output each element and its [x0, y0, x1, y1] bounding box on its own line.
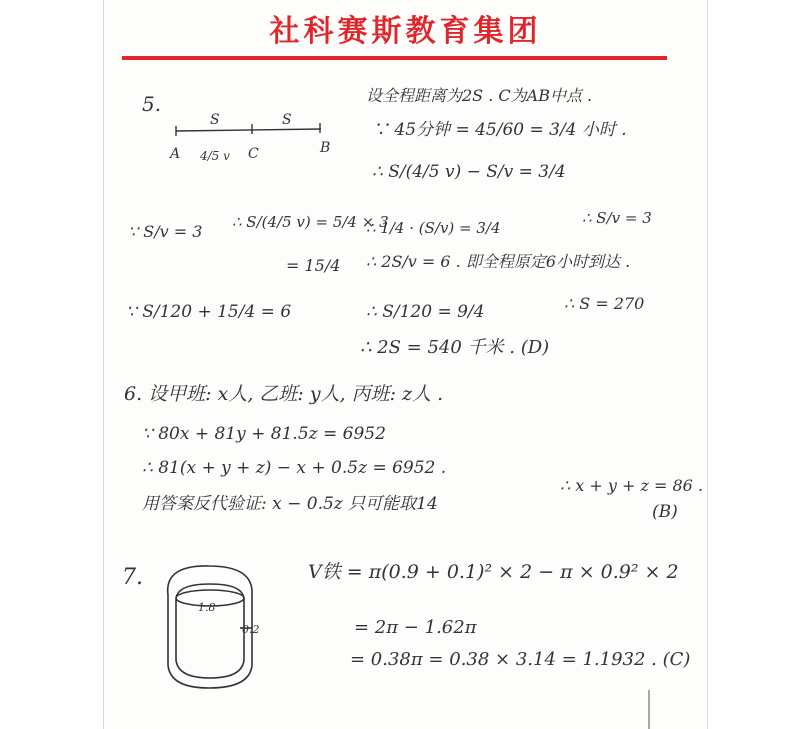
- q5-seg-s2: S: [282, 112, 292, 128]
- q5-line-5b: ∴ 2S/v = 6 . 即全程原定6小时到达 .: [366, 252, 631, 271]
- q5-line-2: ∵ 45分钟 = 45/60 = 3/4 小时 .: [372, 120, 627, 140]
- q7-dim-thickness: 0.2: [242, 623, 260, 636]
- q6-answer: (B): [652, 502, 678, 522]
- scanned-page: [103, 0, 708, 729]
- page-header-title: 社科赛斯教育集团: [269, 14, 542, 49]
- q5-point-c: C: [248, 146, 259, 162]
- q5-line-6a: ∵ S/120 + 15/4 = 6: [126, 302, 292, 322]
- q7-number: 7.: [122, 565, 143, 590]
- q6-line-4: 用答案反代验证: x − 0.5z 只可能取14: [142, 494, 438, 514]
- q5-speed-label: 4/5 v: [200, 149, 230, 163]
- q7-line-2: = 2π − 1.62π: [354, 617, 477, 638]
- q5-line-6c: ∴ S = 270: [564, 294, 645, 313]
- q5-point-a: A: [170, 146, 181, 162]
- q5-number: 5.: [142, 92, 162, 116]
- q6-line-4b: ∴ x + y + z = 86 .: [560, 476, 704, 495]
- q5-seg-s1: S: [210, 112, 220, 128]
- q5-line-7: ∴ 2S = 540 千米 . (D): [360, 337, 550, 358]
- q5-line-1: 设全程距离为2S . C为AB中点 .: [366, 86, 593, 105]
- q5-line-4c: ∴ 1/4 · (S/v) = 3/4: [366, 219, 501, 237]
- q5-line-4a: ∵ S/v = 3: [128, 222, 203, 241]
- q5-line-4d: ∴ S/v = 3: [582, 209, 652, 227]
- q5-line-3: ∴ S/(4/5 v) − S/v = 3/4: [372, 162, 566, 182]
- q7-line-1: V铁 = π(0.9 + 0.1)² × 2 − π × 0.9² × 2: [308, 561, 679, 583]
- q6-line-2: ∵ 80x + 81y + 81.5z = 6952: [142, 424, 386, 444]
- q7-dim-diameter: 1.8: [198, 601, 216, 614]
- segment-diagram: [176, 123, 321, 136]
- cylinder-sketch: [168, 566, 252, 688]
- q6-line-1: 6. 设甲班: x人, 乙班: y人, 丙班: z人 .: [124, 383, 444, 405]
- q7-line-3: = 0.38π = 0.38 × 3.14 = 1.1932 . (C): [350, 649, 691, 670]
- q5-line-4b: ∴ S/(4/5 v) = 5/4 × 3: [232, 213, 389, 231]
- q6-line-3: ∴ 81(x + y + z) − x + 0.5z = 6952 .: [142, 458, 447, 478]
- q5-line-5a: = 15/4: [286, 256, 341, 275]
- q5-point-b: B: [320, 140, 331, 156]
- q5-line-6b: ∴ S/120 = 9/4: [366, 302, 485, 322]
